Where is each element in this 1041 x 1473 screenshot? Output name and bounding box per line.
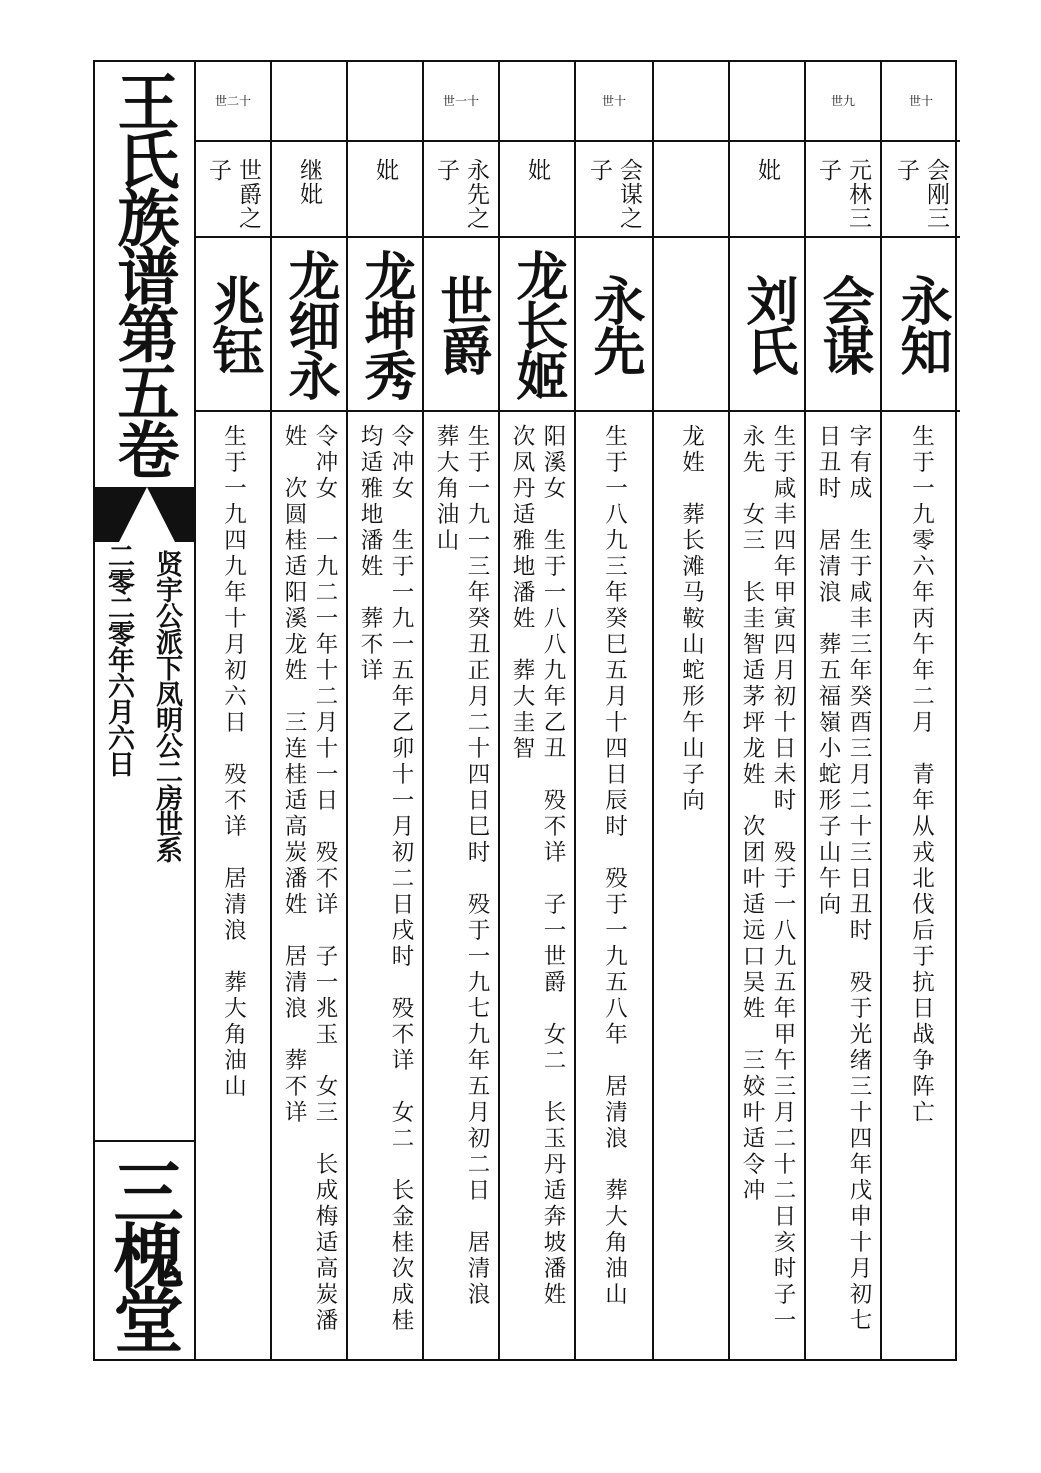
relation-label: 永先之子: [433, 158, 489, 230]
biography-text: 字有成 生于咸丰三年癸酉三月二十三日丑时 殁于光绪三十四年戊申十月初七日丑时 居清浪 葬五福嶺小蛇形子山午向: [815, 424, 872, 1334]
person-name: 永先: [584, 274, 645, 374]
relation-label: 妣: [754, 158, 780, 182]
person-column: [500, 62, 576, 1359]
person-columns: [196, 62, 955, 1359]
body-cell: [654, 424, 728, 1354]
book-title: 王氏族谱第五卷: [107, 70, 180, 476]
biography-text: 阳溪女 生于一八八九年乙丑 殁不详 子一世爵 女二 长玉丹适奔坡潘姓 次凤丹适雅地潘姓 葬大圭智: [509, 424, 566, 1334]
title-banner: [95, 487, 194, 542]
book-date: 二零二零年六月六日: [103, 542, 134, 776]
rel-cell: [272, 142, 346, 238]
person-column: [196, 62, 272, 1359]
person-name: 永知: [891, 274, 952, 374]
body-cell: [806, 424, 880, 1354]
name-cell: [196, 238, 270, 412]
person-column: [348, 62, 424, 1359]
subtitle-block: [95, 542, 194, 1142]
person-column: [272, 62, 348, 1359]
name-cell: [882, 238, 960, 412]
body-cell: [424, 424, 498, 1354]
biography-text: 令冲女 生于一九一五年乙卯十一月初二日戌时 殁不详 女二 长金桂次成桂均适雅地潘姓 葬不详: [357, 424, 414, 1334]
relation-label: 妣: [372, 158, 398, 182]
body-cell: [500, 424, 574, 1354]
person-name: 刘氏: [737, 274, 798, 374]
person-column: [654, 62, 730, 1359]
generation-label: 世一十: [424, 62, 498, 142]
generation-label: 世二十: [196, 62, 270, 142]
genealogy-page: [93, 60, 957, 1361]
name-cell: [348, 238, 422, 412]
body-cell: [730, 424, 804, 1354]
name-cell: [424, 238, 498, 412]
biography-text: 生于一九零六年丙午年二月 青年从戎北伐后于抗日战争阵亡: [908, 424, 935, 1126]
generation-label: [730, 62, 804, 142]
person-name: 龙坤秀: [355, 249, 416, 399]
generation-label: 世九: [806, 62, 880, 142]
header-column: [95, 62, 196, 1359]
rel-cell: [424, 142, 498, 238]
biography-text: 生于一八九三年癸巳五月十四日辰时 殁于一九五八年 居清浪 葬大角油山: [601, 424, 628, 1308]
generation-label: [348, 62, 422, 142]
relation-label: 元林三子: [815, 158, 871, 230]
biography-text: 令冲女 一九二一年十二月十一日 殁不详 子一兆玉 女三 长成梅适高炭潘姓 次圆桂适阳溪龙姓 三连桂适高炭潘姓 居清浪 葬不详: [281, 424, 338, 1334]
relation-label: 世爵之子: [205, 158, 261, 230]
body-cell: [348, 424, 422, 1354]
name-cell: [806, 238, 880, 412]
book-subtitle: 贤宇公派下凤明公二房世系: [151, 550, 182, 862]
generation-label: 世十: [882, 62, 960, 142]
person-name: 世爵: [431, 274, 492, 374]
body-cell: [196, 424, 270, 1354]
generation-label: [500, 62, 574, 142]
name-cell: [654, 238, 728, 412]
person-column: [806, 62, 882, 1359]
rel-cell: [806, 142, 880, 238]
person-column: [576, 62, 654, 1359]
hall-name: 三槐堂: [95, 1140, 194, 1361]
biography-text: 生于一九四九年十月初六日 殁不详 居清浪 葬大角油山: [220, 424, 247, 1100]
rel-cell: [654, 142, 728, 238]
person-name: 兆钰: [203, 274, 264, 374]
rel-cell: [348, 142, 422, 238]
rel-cell: [882, 142, 960, 238]
rel-cell: [196, 142, 270, 238]
person-column: [730, 62, 806, 1359]
banner-notch: [119, 487, 175, 542]
person-name: 龙细永: [279, 249, 340, 399]
person-column: [424, 62, 500, 1359]
name-cell: [500, 238, 574, 412]
biography-text: 龙姓 葬长滩马鞍山蛇形午山子向: [678, 424, 705, 814]
rel-cell: [500, 142, 574, 238]
generation-label: 世十: [576, 62, 652, 142]
body-cell: [576, 424, 652, 1354]
person-name: 龙长姬: [507, 249, 568, 399]
name-cell: [272, 238, 346, 412]
person-column: [882, 62, 960, 1359]
generation-label: [272, 62, 346, 142]
relation-label: 继妣: [296, 158, 322, 206]
person-name: 会谋: [813, 274, 874, 374]
relation-label: 妣: [524, 158, 550, 182]
body-cell: [882, 424, 960, 1354]
name-cell: [576, 238, 652, 412]
biography-text: 生于咸丰四年甲寅四月初十日未时 殁于一八九五年甲午三月二十二日亥时子一永先 女三 长圭智适茅坪龙姓 次团叶适远口吴姓 三姣叶适令冲: [739, 424, 796, 1334]
relation-label: 会刚三子: [893, 158, 949, 230]
biography-text: 生于一九一三年癸丑正月二十四日巳时 殁于一九七九年五月初二日 居清浪 葬大角油山: [433, 424, 490, 1334]
relation-label: 会谋之子: [586, 158, 642, 230]
rel-cell: [730, 142, 804, 238]
rel-cell: [576, 142, 652, 238]
body-cell: [272, 424, 346, 1354]
generation-label: [654, 62, 728, 142]
name-cell: [730, 238, 804, 412]
